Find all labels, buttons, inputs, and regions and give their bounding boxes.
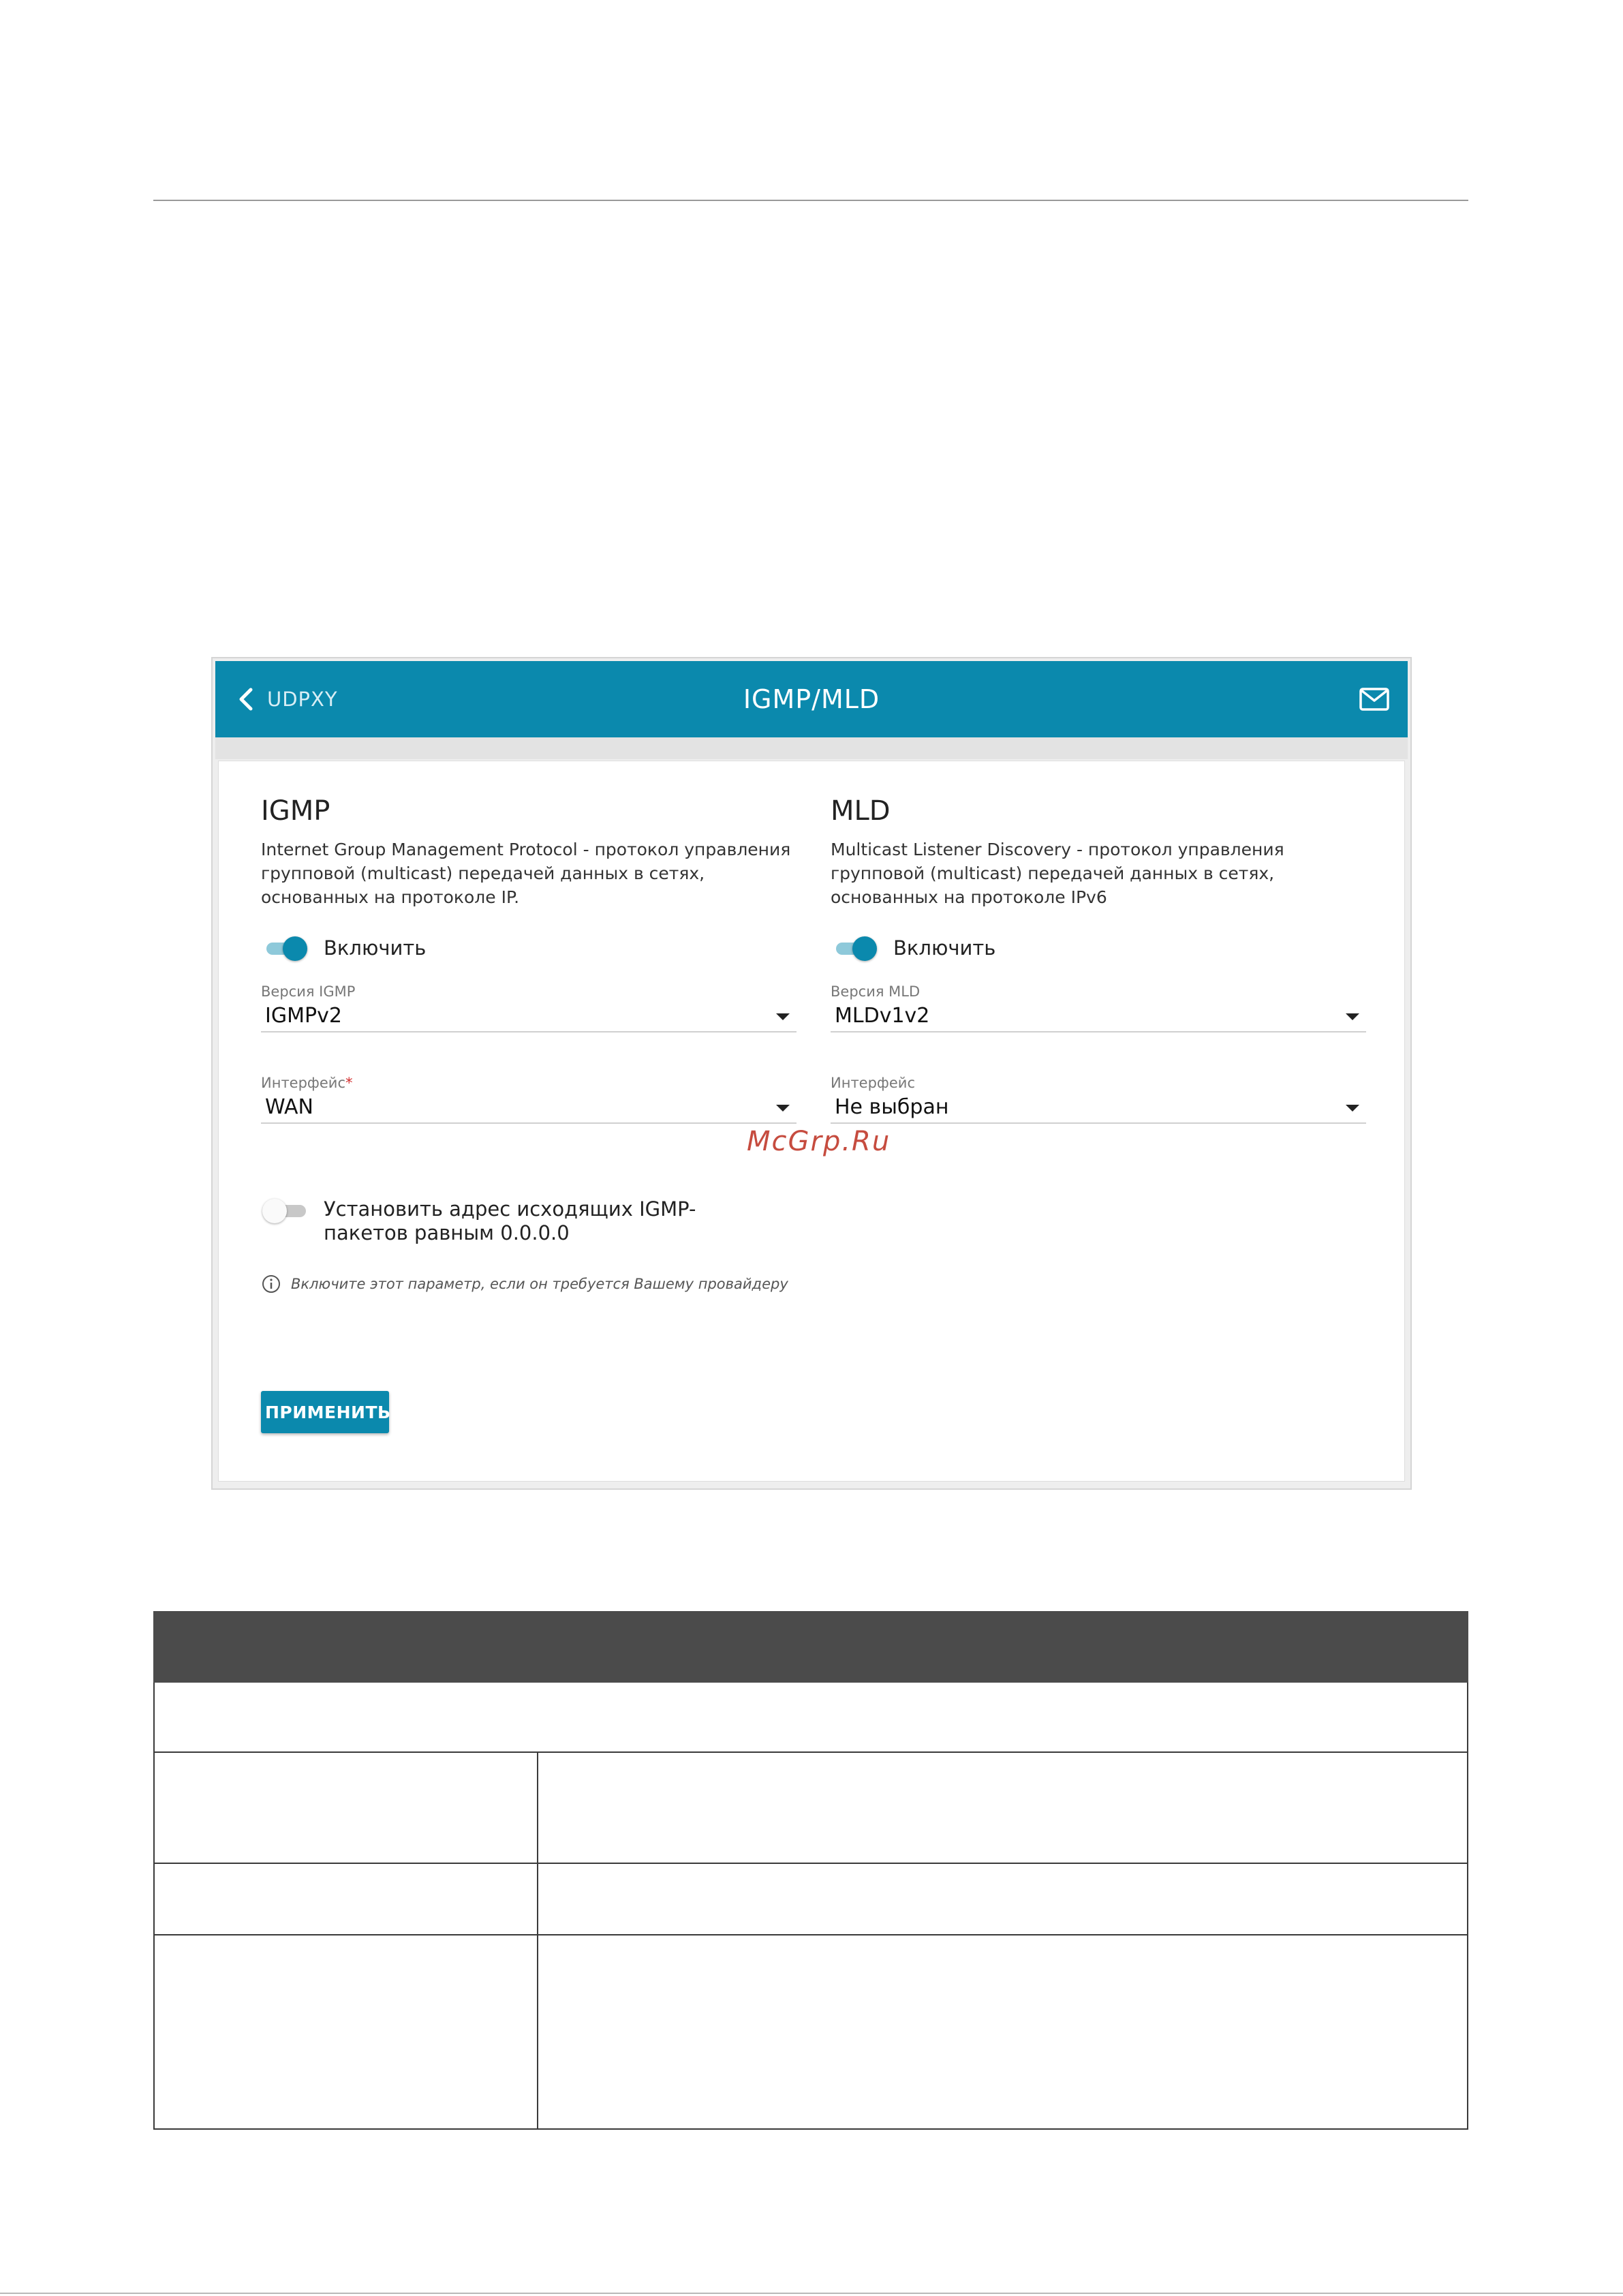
app-bar — [215, 661, 1408, 737]
mld-interface-value: Не выбран — [835, 1095, 949, 1119]
page-title: IGMP/MLD — [743, 684, 880, 714]
igmp-hint-text: Включите этот параметр, если он требуется Вашему провайдеру — [291, 1276, 788, 1292]
igmp-interface-value: WAN — [265, 1095, 313, 1119]
igmp-title: IGMP — [261, 795, 330, 827]
apply-button[interactable]: ПРИМЕНИТЬ — [261, 1391, 389, 1433]
mld-enable-row — [833, 936, 995, 960]
router-ui-screenshot — [211, 657, 1412, 1490]
igmp-version-value: IGMPv2 — [265, 1004, 342, 1028]
back-label: UDPXY — [267, 688, 338, 711]
chevron-down-icon — [776, 1105, 790, 1112]
mld-version-value: MLDv1v2 — [835, 1004, 930, 1028]
mld-interface-select[interactable] — [831, 1075, 1366, 1124]
chevron-down-icon — [1346, 1105, 1359, 1112]
settings-card — [218, 761, 1405, 1482]
igmp-source-row — [264, 1197, 760, 1245]
app-bar-shadow — [215, 737, 1408, 759]
mld-interface-label: Интерфейс — [831, 1075, 915, 1091]
table-row — [153, 1864, 1468, 1935]
table-header — [153, 1611, 1468, 1683]
igmp-interface-label: Интерфейс* — [261, 1075, 353, 1091]
igmp-source-toggle[interactable] — [264, 1199, 310, 1222]
igmp-hint — [261, 1274, 788, 1294]
igmp-source-label: Установить адрес исходящих IGMP-пакетов равным 0.0.0.0 — [324, 1197, 696, 1244]
mld-enable-label: Включить — [893, 936, 996, 960]
igmp-enable-row — [264, 936, 426, 960]
mld-enable-toggle[interactable] — [833, 936, 880, 960]
mld-version-select[interactable] — [831, 983, 1366, 1032]
mld-version-label: Версия MLD — [831, 983, 921, 1000]
table-row — [153, 1753, 1468, 1864]
igmp-description: Internet Group Management Protocol - протокол управления групповой (multicast) передачей данных в сетях, основанных на протоколе IP. — [261, 840, 791, 907]
info-icon — [261, 1274, 281, 1294]
igmp-enable-toggle[interactable] — [264, 936, 310, 960]
igmp-interface-select[interactable] — [261, 1075, 797, 1124]
mail-icon[interactable] — [1359, 686, 1390, 713]
igmp-enable-label: Включить — [324, 936, 427, 960]
igmp-version-select[interactable] — [261, 983, 797, 1032]
mld-title: MLD — [831, 795, 891, 827]
chevron-down-icon — [1346, 1013, 1359, 1020]
page-header-rule — [153, 200, 1468, 201]
watermark: McGrp.Ru — [747, 1126, 891, 1157]
table-row — [153, 1935, 1468, 2130]
igmp-version-label: Версия IGMP — [261, 983, 356, 1000]
mld-description: Multicast Listener Discovery - протокол управления групповой (multicast) передачей данных в сетях, основанных на протоколе IPv6 — [831, 840, 1284, 907]
table-section-row — [153, 1683, 1468, 1753]
page-footer-rule — [0, 2293, 1623, 2294]
required-mark: * — [345, 1075, 353, 1091]
chevron-down-icon — [776, 1013, 790, 1020]
